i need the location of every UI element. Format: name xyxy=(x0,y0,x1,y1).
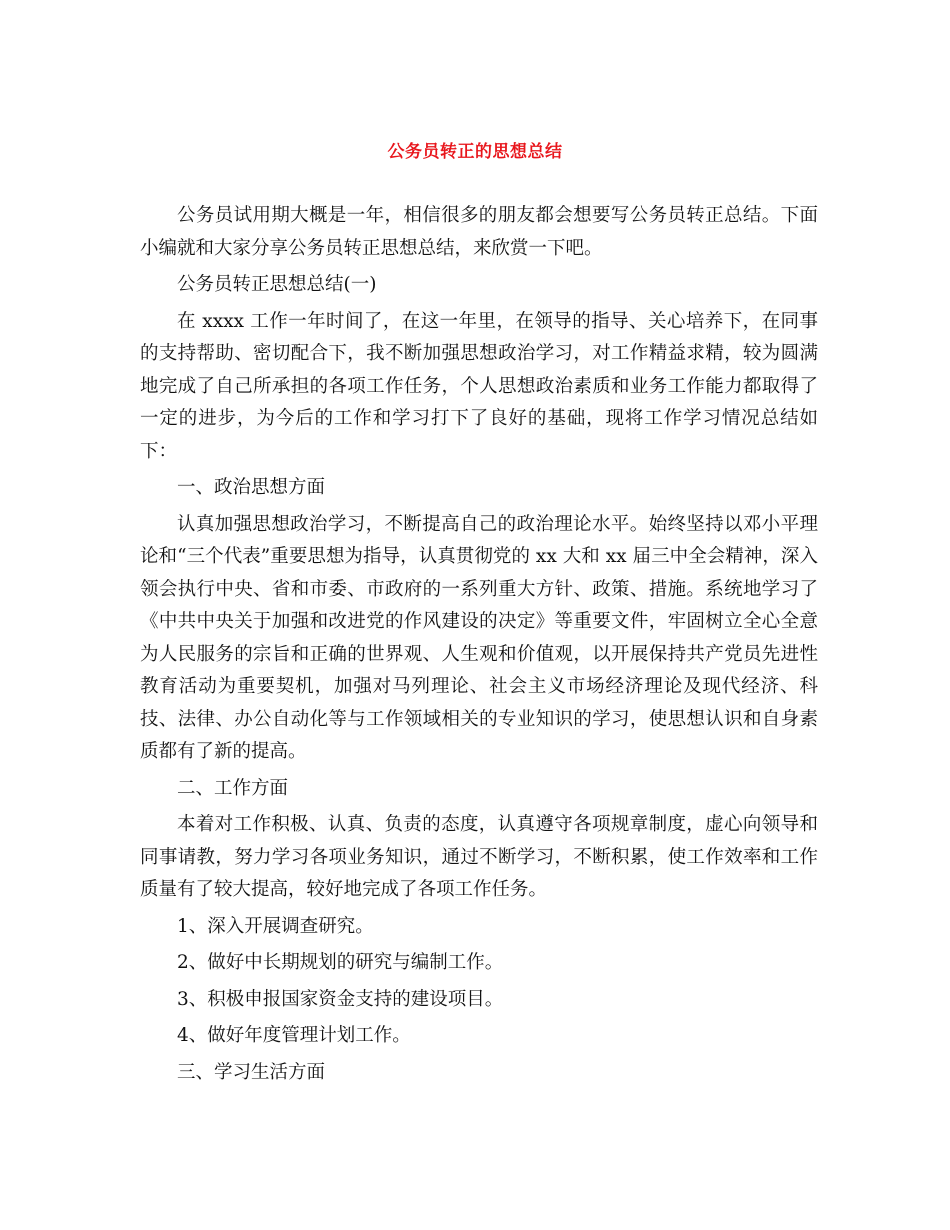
list-item: 2、做好中长期规划的研究与编制工作。 xyxy=(177,952,504,973)
section-heading-summary-one: 公务员转正思想总结(一) xyxy=(177,274,377,295)
overview-paragraph: 在 xxxx 工作一年时间了，在这一年里，在领导的指导、关心培养下，在同事的支持帮助、密切配合下，我不断加强思想政治学习，对工作精益求精，较为圆满地完成了自己所承担的各项工作任务，个人思想政治素质和业务工作能力都取得了一定的进步，为今后的工作和学习打下了良好的基础，现将工作学习情况总结如下： xyxy=(140,310,818,462)
list-item: 3、积极申报国家资金支持的建设项目。 xyxy=(177,988,504,1010)
intro-paragraph: 公务员试用期大概是一年，相信很多的朋友都会想要写公务员转正总结。下面小编就和大家分享公务员转正思想总结，来欣赏一下吧。 xyxy=(140,205,818,259)
section-heading-study-life: 三、学习生活方面 xyxy=(177,1061,326,1083)
list-item: 4、做好年度管理计划工作。 xyxy=(177,1025,411,1046)
document-title: 公务员转正的思想总结 xyxy=(387,142,563,162)
section-heading-work: 二、工作方面 xyxy=(177,777,289,799)
political-paragraph: 认真加强思想政治学习，不断提高自己的政治理论水平。始终坚持以邓小平理论和“三个代表”重要思想为指导，认真贯彻党的 xx 大和 xx 届三中全会精神，深入领会执行中央、省和市委、市政府的一系列重大方针、政策、措施。系统地学习了《中共中央关于加强和改进党的作风建设的决定》等重要文件，牢固树立全心全意为人民服务的宗旨和正确的世界观、人生观和价值观，以开展保持共产党员先进性教育活动为重要契机，加强对马列理论、社会主义市场经济理论及现代经济、科技、法律、办公自动化等与工作领域相关的专业知识的学习，使思想认识和自身素质都有了新的提高。 xyxy=(140,513,818,762)
section-heading-political: 一、政治思想方面 xyxy=(177,477,326,498)
document-body xyxy=(140,200,818,1089)
list-item: 1、深入开展调查研究。 xyxy=(177,915,374,937)
work-paragraph: 本着对工作积极、认真、负责的态度，认真遵守各项规章制度，虚心向领导和同事请教，努力学习各项业务知识，通过不断学习，不断积累，使工作效率和工作质量有了较大提高，较好地完成了各项工作任务。 xyxy=(140,814,818,900)
